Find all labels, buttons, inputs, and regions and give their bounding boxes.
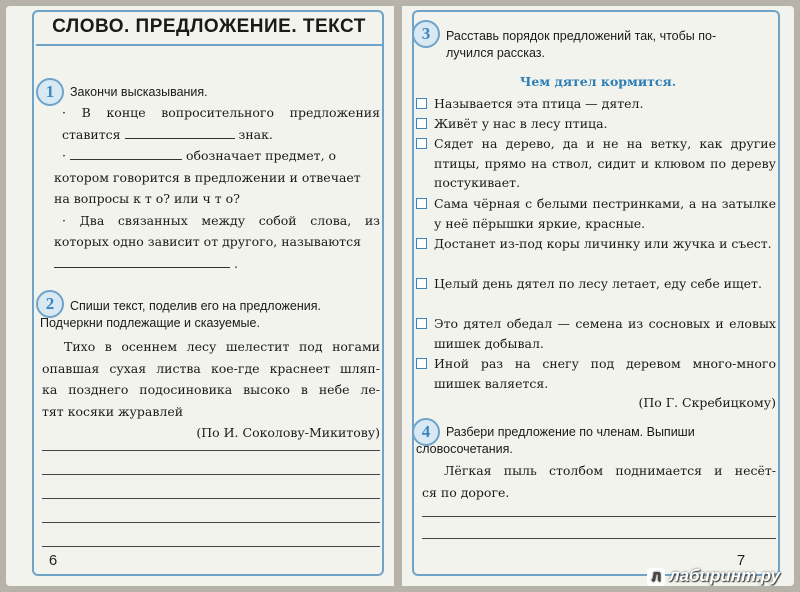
task-1-instruction: Закончи высказывания.	[70, 85, 208, 99]
sentence-line-1: Лёгкая пыль столбом поднимается и несёт-	[444, 463, 776, 478]
text-line-4: тят косяки журавлей	[42, 403, 184, 419]
task-2-badge: 2	[36, 290, 64, 318]
sentence-line-2: ся по дороге.	[422, 484, 510, 500]
statement-2-line-2: котором говорится в предложении и отвечает	[54, 169, 361, 185]
statement-3-line-1: · Два связанных между собой слова, из	[62, 212, 380, 228]
task-2-text	[42, 336, 380, 444]
list-item: Целый день дятел по лесу летает, еду себе ищет.	[416, 274, 776, 294]
story-title: Чем дятел кормится.	[519, 74, 677, 89]
story-source: (По Г. Скребицкому)	[638, 395, 776, 410]
writing-line[interactable]	[42, 546, 380, 547]
task-3-instruction-line-2: лучился рассказ.	[446, 46, 545, 60]
statement-2-text: обозначает предмет, о	[185, 148, 337, 163]
order-checkbox[interactable]	[416, 278, 427, 289]
task-3-instruction	[446, 28, 776, 62]
left-page	[6, 6, 394, 586]
site-watermark	[647, 566, 780, 586]
order-checkbox[interactable]	[416, 118, 427, 129]
order-checkbox[interactable]	[416, 138, 427, 149]
list-item: Называется эта птица — дятел.	[416, 94, 776, 114]
right-page	[402, 6, 794, 586]
statement-1-text: ставится	[62, 126, 121, 142]
task-3-instruction-line-1: Расставь порядок предложений так, чтобы по-	[446, 29, 717, 43]
task-4-instruction-line-1: Разбери предложение по членам. Выпиши	[446, 425, 695, 439]
statement-3-line-3	[54, 253, 380, 275]
answer-blank-1[interactable]	[125, 128, 235, 139]
list-item: Достанет из-под коры личинку или жучка и съест.	[416, 234, 776, 254]
answer-blank-3[interactable]	[54, 257, 230, 268]
text-line-1: Тихо в осеннем лесу шелестит под ногами	[64, 339, 380, 354]
task-1-badge: 1	[36, 78, 64, 106]
order-checkbox[interactable]	[416, 358, 427, 369]
task-4-sentence	[422, 460, 776, 503]
page-number: 6	[40, 548, 66, 574]
task-2-instruction-line-1: Спиши текст, поделив его на предложения.	[70, 299, 321, 313]
page-number: 7	[728, 548, 754, 574]
list-item: Это дятел обедал — семена из сосновых и еловых шишек добывал.	[416, 314, 776, 353]
text-line-3: ка позднего подосиновика высоко в небе ле-	[42, 382, 380, 397]
task-2-instruction	[40, 298, 382, 332]
order-checkbox[interactable]	[416, 98, 427, 109]
task-2-instruction-line-2: Подчеркни подлежащие и сказуемые.	[40, 316, 260, 330]
writing-line[interactable]	[42, 474, 380, 475]
statement-1-end: знак.	[238, 126, 273, 142]
task-4-badge: 4	[412, 418, 440, 446]
statement-3-line-2: которых одно зависит от другого, называются	[54, 234, 361, 249]
task-1-statements	[54, 102, 380, 274]
statement-1-line-1: · В конце вопросительного предложения	[62, 105, 380, 120]
writing-line[interactable]	[42, 498, 380, 499]
statement-1-line-2	[62, 124, 380, 146]
writing-line[interactable]	[422, 516, 776, 517]
task-3-badge: 3	[412, 20, 440, 48]
watermark-text: лабиринт.ру	[669, 566, 780, 585]
answer-blank-2[interactable]	[70, 149, 182, 160]
text-line-2: опавшая сухая листва кое-где краснеет шляп-	[42, 360, 380, 376]
statement-2-line-3: на вопросы к т о? или ч т о?	[54, 191, 240, 206]
labirint-logo-icon: Л	[647, 568, 665, 586]
writing-line[interactable]	[42, 450, 380, 451]
order-checkbox[interactable]	[416, 318, 427, 329]
order-checkbox[interactable]	[416, 198, 427, 209]
task-4-instruction	[416, 424, 776, 458]
statement-2-bullet: ·	[62, 148, 66, 163]
order-checkbox[interactable]	[416, 238, 427, 249]
title-divider	[36, 44, 382, 46]
page-title: СЛОВО. ПРЕДЛОЖЕНИЕ. ТЕКСТ	[52, 16, 366, 37]
text-source: (По И. Соколову-Микитову)	[196, 425, 380, 440]
writing-line[interactable]	[422, 538, 776, 539]
statement-2-line-1	[62, 145, 380, 167]
list-item: Живёт у нас в лесу птица.	[416, 114, 776, 134]
list-item: Иной раз на снегу под деревом много-много шишек валяется.	[416, 354, 776, 393]
task-4-instruction-line-2: словосочетания.	[416, 442, 513, 456]
list-item: Сама чёрная с белыми пестринками, а на затылке у неё пёрышки яркие, красные.	[416, 194, 776, 233]
writing-line[interactable]	[42, 522, 380, 523]
list-item: Сядет на дерево, да и не на ветку, как другие птицы, прямо на ствол, сидит и клювом по дереву постукивает.	[416, 134, 776, 193]
statement-3-end: .	[233, 255, 238, 271]
